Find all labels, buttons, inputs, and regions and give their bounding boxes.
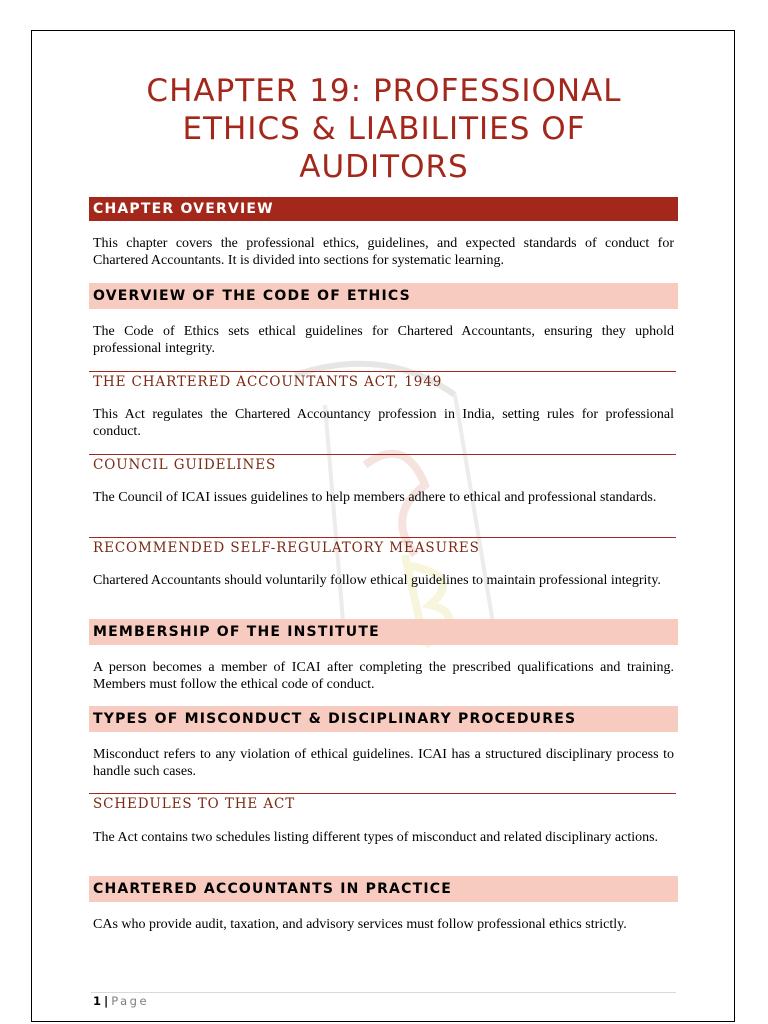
code-of-ethics-text: The Code of Ethics sets ethical guidelines for Chartered Accountants, ensuring they uphold professional integrity.	[93, 324, 674, 356]
chapter-title-line-3: AUDITORS	[299, 149, 469, 185]
in-practice-heading: CHARTERED ACCOUNTANTS IN PRACTICE	[89, 876, 678, 902]
footer-divider	[91, 992, 676, 993]
chapter-title-line-2: ETHICS & LIABILITIES OF	[182, 111, 586, 147]
page-footer	[93, 994, 149, 1008]
code-of-ethics-heading: OVERVIEW OF THE CODE OF ETHICS	[89, 283, 678, 309]
schedules-heading: SCHEDULES TO THE ACT	[89, 793, 676, 813]
ca-act-heading: THE CHARTERED ACCOUNTANTS ACT, 1949	[89, 371, 676, 391]
self-regulatory-text: Chartered Accountants should voluntarily follow ethical guidelines to maintain professional integrity.	[93, 573, 661, 588]
schedules-text: The Act contains two schedules listing different types of misconduct and related disciplinary actions.	[93, 830, 659, 845]
council-guidelines-text: The Council of ICAI issues guidelines to help members adhere to ethical and professional standards.	[93, 490, 657, 505]
misconduct-heading: TYPES OF MISCONDUCT & DISCIPLINARY PROCEDURES	[89, 706, 678, 732]
chapter-overview-heading: CHAPTER OVERVIEW	[89, 197, 678, 221]
self-regulatory-heading: RECOMMENDED SELF-REGULATORY MEASURES	[89, 537, 676, 557]
ca-act-text: This Act regulates the Chartered Accountancy profession in India, setting rules for professional conduct.	[93, 407, 674, 439]
membership-text: A person becomes a member of ICAI after completing the prescribed qualifications and training. Members must follow the ethical code of conduct.	[93, 660, 674, 692]
page-number: 1	[93, 994, 102, 1008]
chapter-title	[90, 72, 678, 186]
in-practice-text: CAs who provide audit, taxation, and advisory services must follow professional ethics strictly.	[93, 917, 627, 932]
footer-separator: |	[104, 994, 109, 1008]
membership-heading: MEMBERSHIP OF THE INSTITUTE	[89, 619, 678, 645]
misconduct-text: Misconduct refers to any violation of ethical guidelines. ICAI has a structured disciplinary process to handle such cases.	[93, 747, 674, 779]
chapter-overview-text: This chapter covers the professional ethics, guidelines, and expected standards of conduct for Chartered Accountants. It is divided into sections for systematic learning.	[93, 236, 674, 268]
page-label: Page	[111, 994, 150, 1008]
chapter-title-line-1: CHAPTER 19: PROFESSIONAL	[146, 73, 622, 109]
council-guidelines-heading: COUNCIL GUIDELINES	[89, 454, 676, 474]
